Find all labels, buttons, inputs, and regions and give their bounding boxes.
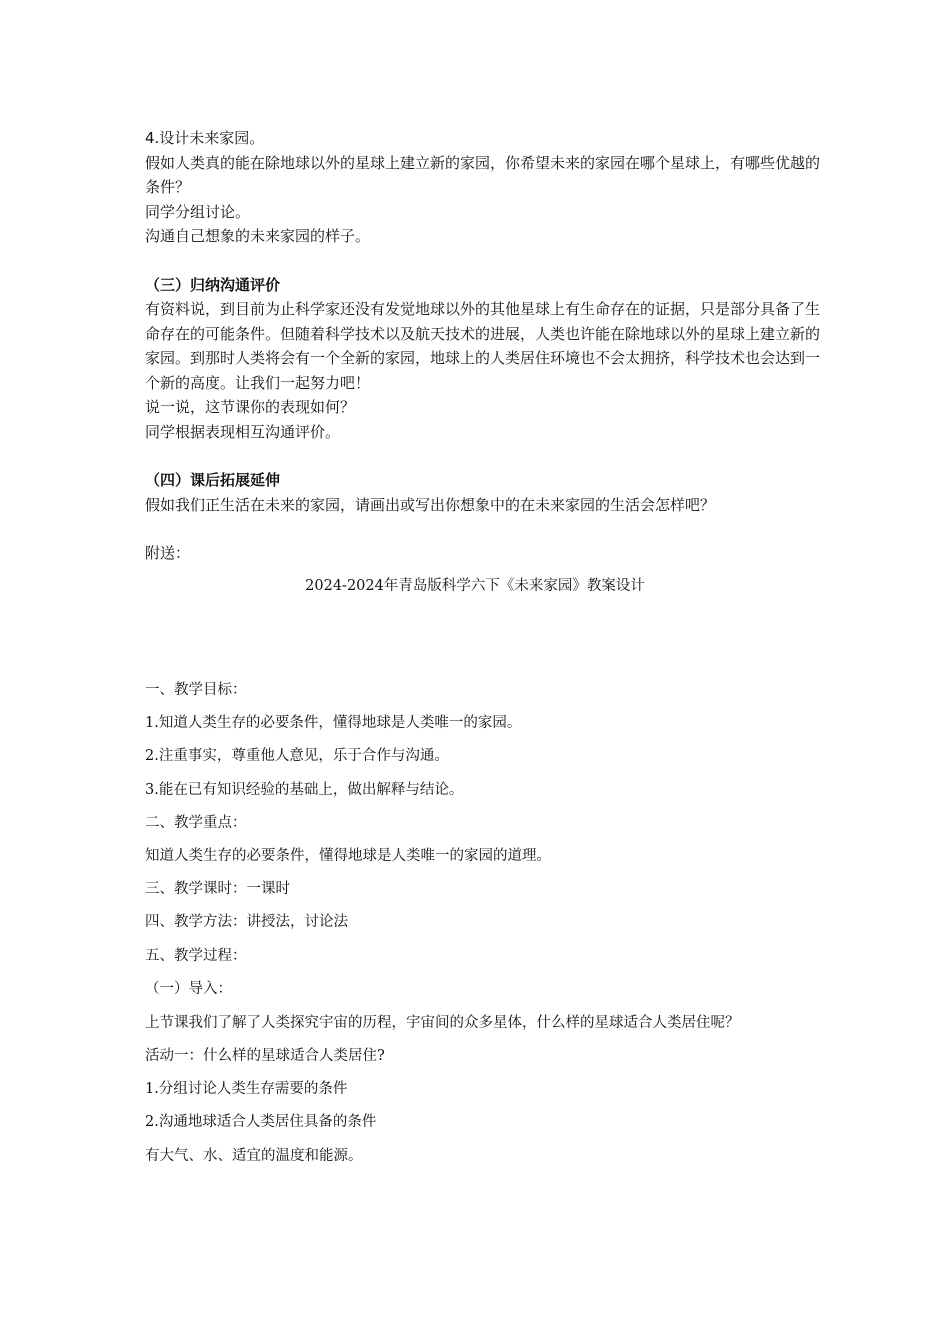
document-title: 2024-2024年青岛版科学六下《未来家园》教案设计 [305, 578, 645, 594]
plan-line: 知道人类生存的必要条件，懂得地球是人类唯一的家园的道理。 [145, 848, 551, 865]
lesson-continuation-section [145, 126, 825, 566]
plan-line: 1.分组讨论人类生存需要的条件 [145, 1081, 348, 1098]
plan-line: 3.能在已有知识经验的基础上，做出解释与结论。 [145, 781, 464, 798]
paragraph: 假如人类真的能在除地球以外的星球上建立新的家园，你希望未来的家园在哪个星球上，有哪些优越的条件？ [145, 153, 821, 196]
paragraph: 说一说，这节课你的表现如何？ [145, 398, 356, 416]
section-heading-extension: （四）课后拓展延伸 [145, 471, 281, 489]
plan-line: 四、教学方法：讲授法，讨论法 [145, 914, 348, 931]
plan-line: 活动一：什么样的星球适合人类居住? [145, 1048, 385, 1065]
plan-line: 二、教学重点： [145, 814, 247, 831]
plan-line: 五、教学过程： [145, 947, 247, 964]
paragraph: 沟通自己想象的未来家园的样子。 [145, 227, 371, 245]
attachment-label: 附送： [145, 544, 191, 562]
lesson-plan-section [145, 674, 825, 1173]
plan-line: 2.沟通地球适合人类居住具备的条件 [145, 1114, 377, 1131]
paragraph: 同学根据表现相互沟通评价。 [145, 422, 341, 441]
plan-line: 1.知道人类生存的必要条件，懂得地球是人类唯一的家园。 [145, 715, 522, 732]
spacer [145, 444, 825, 468]
plan-line: 2.注重事实，尊重他人意见，乐于合作与沟通。 [145, 748, 449, 765]
step-heading: 4.设计未来家园。 [145, 129, 265, 147]
spacer [145, 249, 825, 273]
section-heading-evaluation: （三）归纳沟通评价 [145, 275, 281, 294]
paragraph: 同学分组讨论。 [145, 202, 251, 221]
paragraph: 有资料说，到目前为止科学家还没有发觉地球以外的其他星球上有生命存在的证据，只是部分具备了生命存在的可能条件。但随着科学技术以及航天技术的进展，人类也许能在除地球以外的星球上建立新的家园。到那时人类将会有一个全新的家园，地球上的人类居住环境也不会太拥挤，科学技术也会达到一个新的高度。让我们一起努力吧！ [145, 300, 821, 392]
plan-line: 有大气、水、适宜的温度和能源。 [145, 1147, 363, 1164]
paragraph: 假如我们正生活在未来的家园，请画出或写出你想象中的在未来家园的生活会怎样吧？ [145, 495, 716, 514]
plan-line: （一）导入： [145, 980, 232, 997]
plan-line: 一、教学目标： [145, 682, 247, 698]
plan-line: 三、教学课时：一课时 [145, 881, 290, 898]
spacer [145, 517, 825, 541]
plan-line: 上节课我们了解了人类探究宇宙的历程，宇宙间的众多星体，什么样的星球适合人类居住呢？ [145, 1015, 740, 1032]
